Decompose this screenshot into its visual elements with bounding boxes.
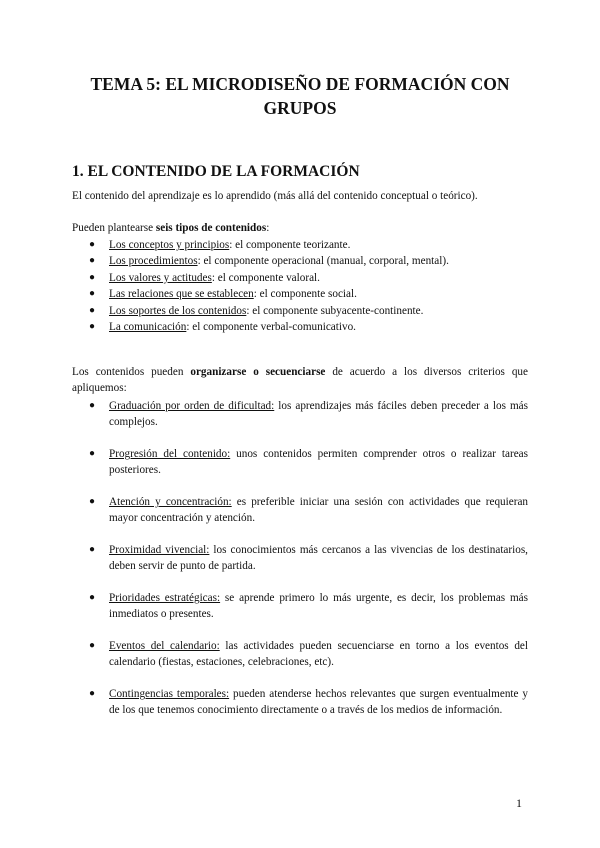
criteria-intro-paragraph: [72, 364, 528, 396]
list-item: [72, 237, 532, 253]
item-desc: : el componente social.: [253, 288, 357, 301]
criteria-intro-after: de acuerdo a los diversos criterios que apliquemos:: [72, 366, 528, 394]
list-item: [72, 319, 532, 335]
bullet-icon: ●: [89, 640, 96, 651]
list-item: [72, 638, 528, 670]
bullet-icon: ●: [89, 239, 96, 250]
item-term: Los soportes de los contenidos: [109, 304, 247, 317]
list-item: [72, 494, 528, 526]
sequencing-criteria-list: [72, 398, 528, 734]
list-item: [72, 286, 532, 302]
page-number: 1: [516, 796, 522, 810]
item-desc: : el componente valoral.: [211, 271, 320, 284]
document-title: TEMA 5: EL MICRODISEÑO DE FORMACIÓN CON GRUPOS: [90, 74, 510, 118]
item-desc: : el componente operacional (manual, corporal, mental).: [197, 255, 449, 268]
list-item: [72, 686, 528, 718]
item-desc: unos contenidos permiten comprender otros o realizar tareas posteriores.: [109, 448, 528, 476]
bullet-icon: ●: [89, 400, 96, 411]
item-term: La comunicación: [109, 321, 187, 334]
criteria-intro-bold: organizarse o secuenciarse: [190, 366, 326, 378]
bullet-icon: ●: [89, 496, 96, 507]
item-desc: se aprende primero lo más urgente, es decir, los problemas más inmediatos o presentes.: [109, 592, 528, 620]
bullet-icon: ●: [89, 288, 96, 300]
bullet-icon: ●: [89, 592, 96, 603]
item-desc: es preferible iniciar una sesión con actividades que requieran mayor concentración y atención.: [109, 496, 529, 524]
bullet-icon: ●: [89, 448, 96, 459]
types-intro-bold: seis tipos de contenidos: [155, 222, 267, 234]
list-item: [72, 303, 532, 319]
item-term: Eventos del calendario:: [109, 640, 220, 652]
item-desc: : el componente teorizante.: [229, 239, 351, 251]
item-desc: : el componente subyacente-continente.: [246, 304, 424, 317]
bullet-icon: ●: [89, 544, 96, 555]
item-term: Atención y concentración:: [109, 496, 232, 508]
bullet-icon: ●: [89, 271, 96, 283]
item-term: Prioridades estratégicas:: [109, 592, 221, 604]
criteria-intro-before: Los contenidos pueden: [72, 366, 191, 378]
item-term: Proximidad vivencial:: [109, 544, 210, 556]
item-term: Los procedimientos: [109, 255, 198, 268]
bullet-icon: ●: [89, 688, 96, 699]
types-intro-after: :: [266, 222, 270, 234]
item-term: Contingencias temporales:: [109, 688, 230, 700]
types-intro-paragraph: [72, 220, 528, 236]
bullet-icon: ●: [89, 255, 96, 267]
item-desc: pueden atenderse hechos relevantes que surgen eventualmente y de los que tenemos conocimiento directamente o a través de los medios de información.: [109, 688, 528, 716]
section-heading: 1. EL CONTENIDO DE LA FORMACIÓN: [72, 163, 360, 180]
intro-paragraph: El contenido del aprendizaje es lo aprendido (más allá del contenido conceptual o teórico).: [72, 190, 478, 202]
list-item: [72, 542, 528, 574]
bullet-icon: ●: [89, 304, 96, 316]
list-item: [72, 590, 528, 622]
list-item: [72, 398, 528, 430]
bullet-icon: ●: [89, 321, 96, 333]
item-desc: : el componente verbal-comunicativo.: [186, 321, 356, 334]
item-desc: los conocimientos más cercanos a las vivencias de los destinatarios, deben servir de punto de partida.: [109, 544, 528, 572]
item-desc: los aprendizajes más fáciles deben preceder a los más complejos.: [109, 400, 528, 428]
list-item: [72, 253, 532, 269]
content-types-list: [72, 237, 532, 335]
item-term: Progresión del contenido:: [109, 448, 231, 460]
item-term: Las relaciones que se establecen: [109, 288, 254, 301]
item-term: Los valores y actitudes: [109, 271, 212, 284]
item-term: Los conceptos y principios: [109, 239, 230, 251]
list-item: [72, 446, 528, 478]
item-desc: las actividades pueden secuenciarse en torno a los eventos del calendario (fiestas, estaciones, celebraciones, etc).: [109, 640, 528, 668]
item-term: Graduación por orden de dificultad:: [109, 400, 275, 412]
types-intro-before: Pueden plantearse: [72, 222, 156, 234]
list-item: [72, 270, 532, 286]
